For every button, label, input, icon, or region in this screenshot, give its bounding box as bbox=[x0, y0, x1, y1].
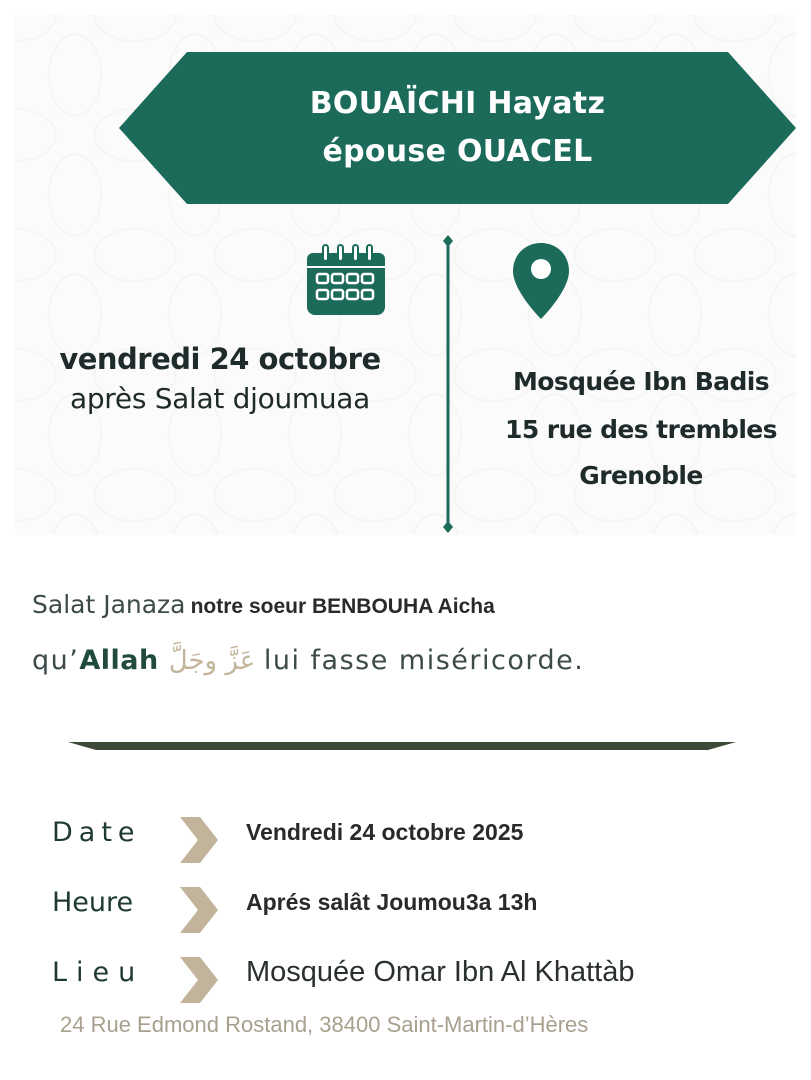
place-address: 24 Rue Edmond Rostand, 38400 Saint-Martin-d’Hères bbox=[60, 1012, 589, 1037]
prayer-suffix: lui fasse miséricorde. bbox=[263, 645, 585, 676]
map-pin-icon bbox=[510, 241, 572, 321]
place-label: Lieu bbox=[52, 957, 145, 988]
deceased-name: BOUAÏCHI Hayatz bbox=[309, 86, 606, 121]
prayer-allah: Allah bbox=[79, 645, 159, 676]
name-banner bbox=[119, 52, 796, 204]
section-rule bbox=[68, 738, 736, 752]
chevron-right-icon bbox=[178, 955, 220, 1005]
date-label: Date bbox=[52, 817, 141, 848]
event-date: vendredi 24 octobre bbox=[59, 342, 381, 376]
calendar-icon bbox=[305, 243, 387, 317]
janaza-lead: Salat Janaza bbox=[32, 590, 186, 619]
location-city: Grenoble bbox=[579, 461, 703, 490]
vertical-divider bbox=[440, 235, 456, 535]
deceased-spouse: épouse OUACEL bbox=[322, 134, 593, 169]
event-time: après Salat djoumuaa bbox=[69, 382, 371, 415]
prayer-line bbox=[32, 645, 584, 676]
detail-row-date bbox=[0, 817, 811, 867]
time-value: Aprés salât Joumou3a 13h bbox=[246, 889, 538, 915]
detail-row-place bbox=[0, 957, 811, 1007]
announcement-top-section bbox=[15, 15, 796, 535]
prayer-arabic: عَزَّ وجَلَّ bbox=[168, 646, 256, 676]
time-label: Heure bbox=[52, 887, 134, 918]
location-name: Mosquée Ibn Badis bbox=[512, 367, 769, 396]
janaza-deceased: notre soeur BENBOUHA Aicha bbox=[190, 595, 495, 618]
detail-row-time bbox=[0, 887, 811, 937]
place-value: Mosquée Omar Ibn Al Khattàb bbox=[246, 956, 635, 988]
chevron-right-icon bbox=[178, 885, 220, 935]
date-value: Vendredi 24 octobre 2025 bbox=[246, 819, 524, 845]
prayer-prefix: qu’ bbox=[32, 645, 80, 676]
location-street: 15 rue des trembles bbox=[505, 415, 777, 444]
janaza-line bbox=[32, 590, 495, 619]
chevron-right-icon bbox=[178, 815, 220, 865]
